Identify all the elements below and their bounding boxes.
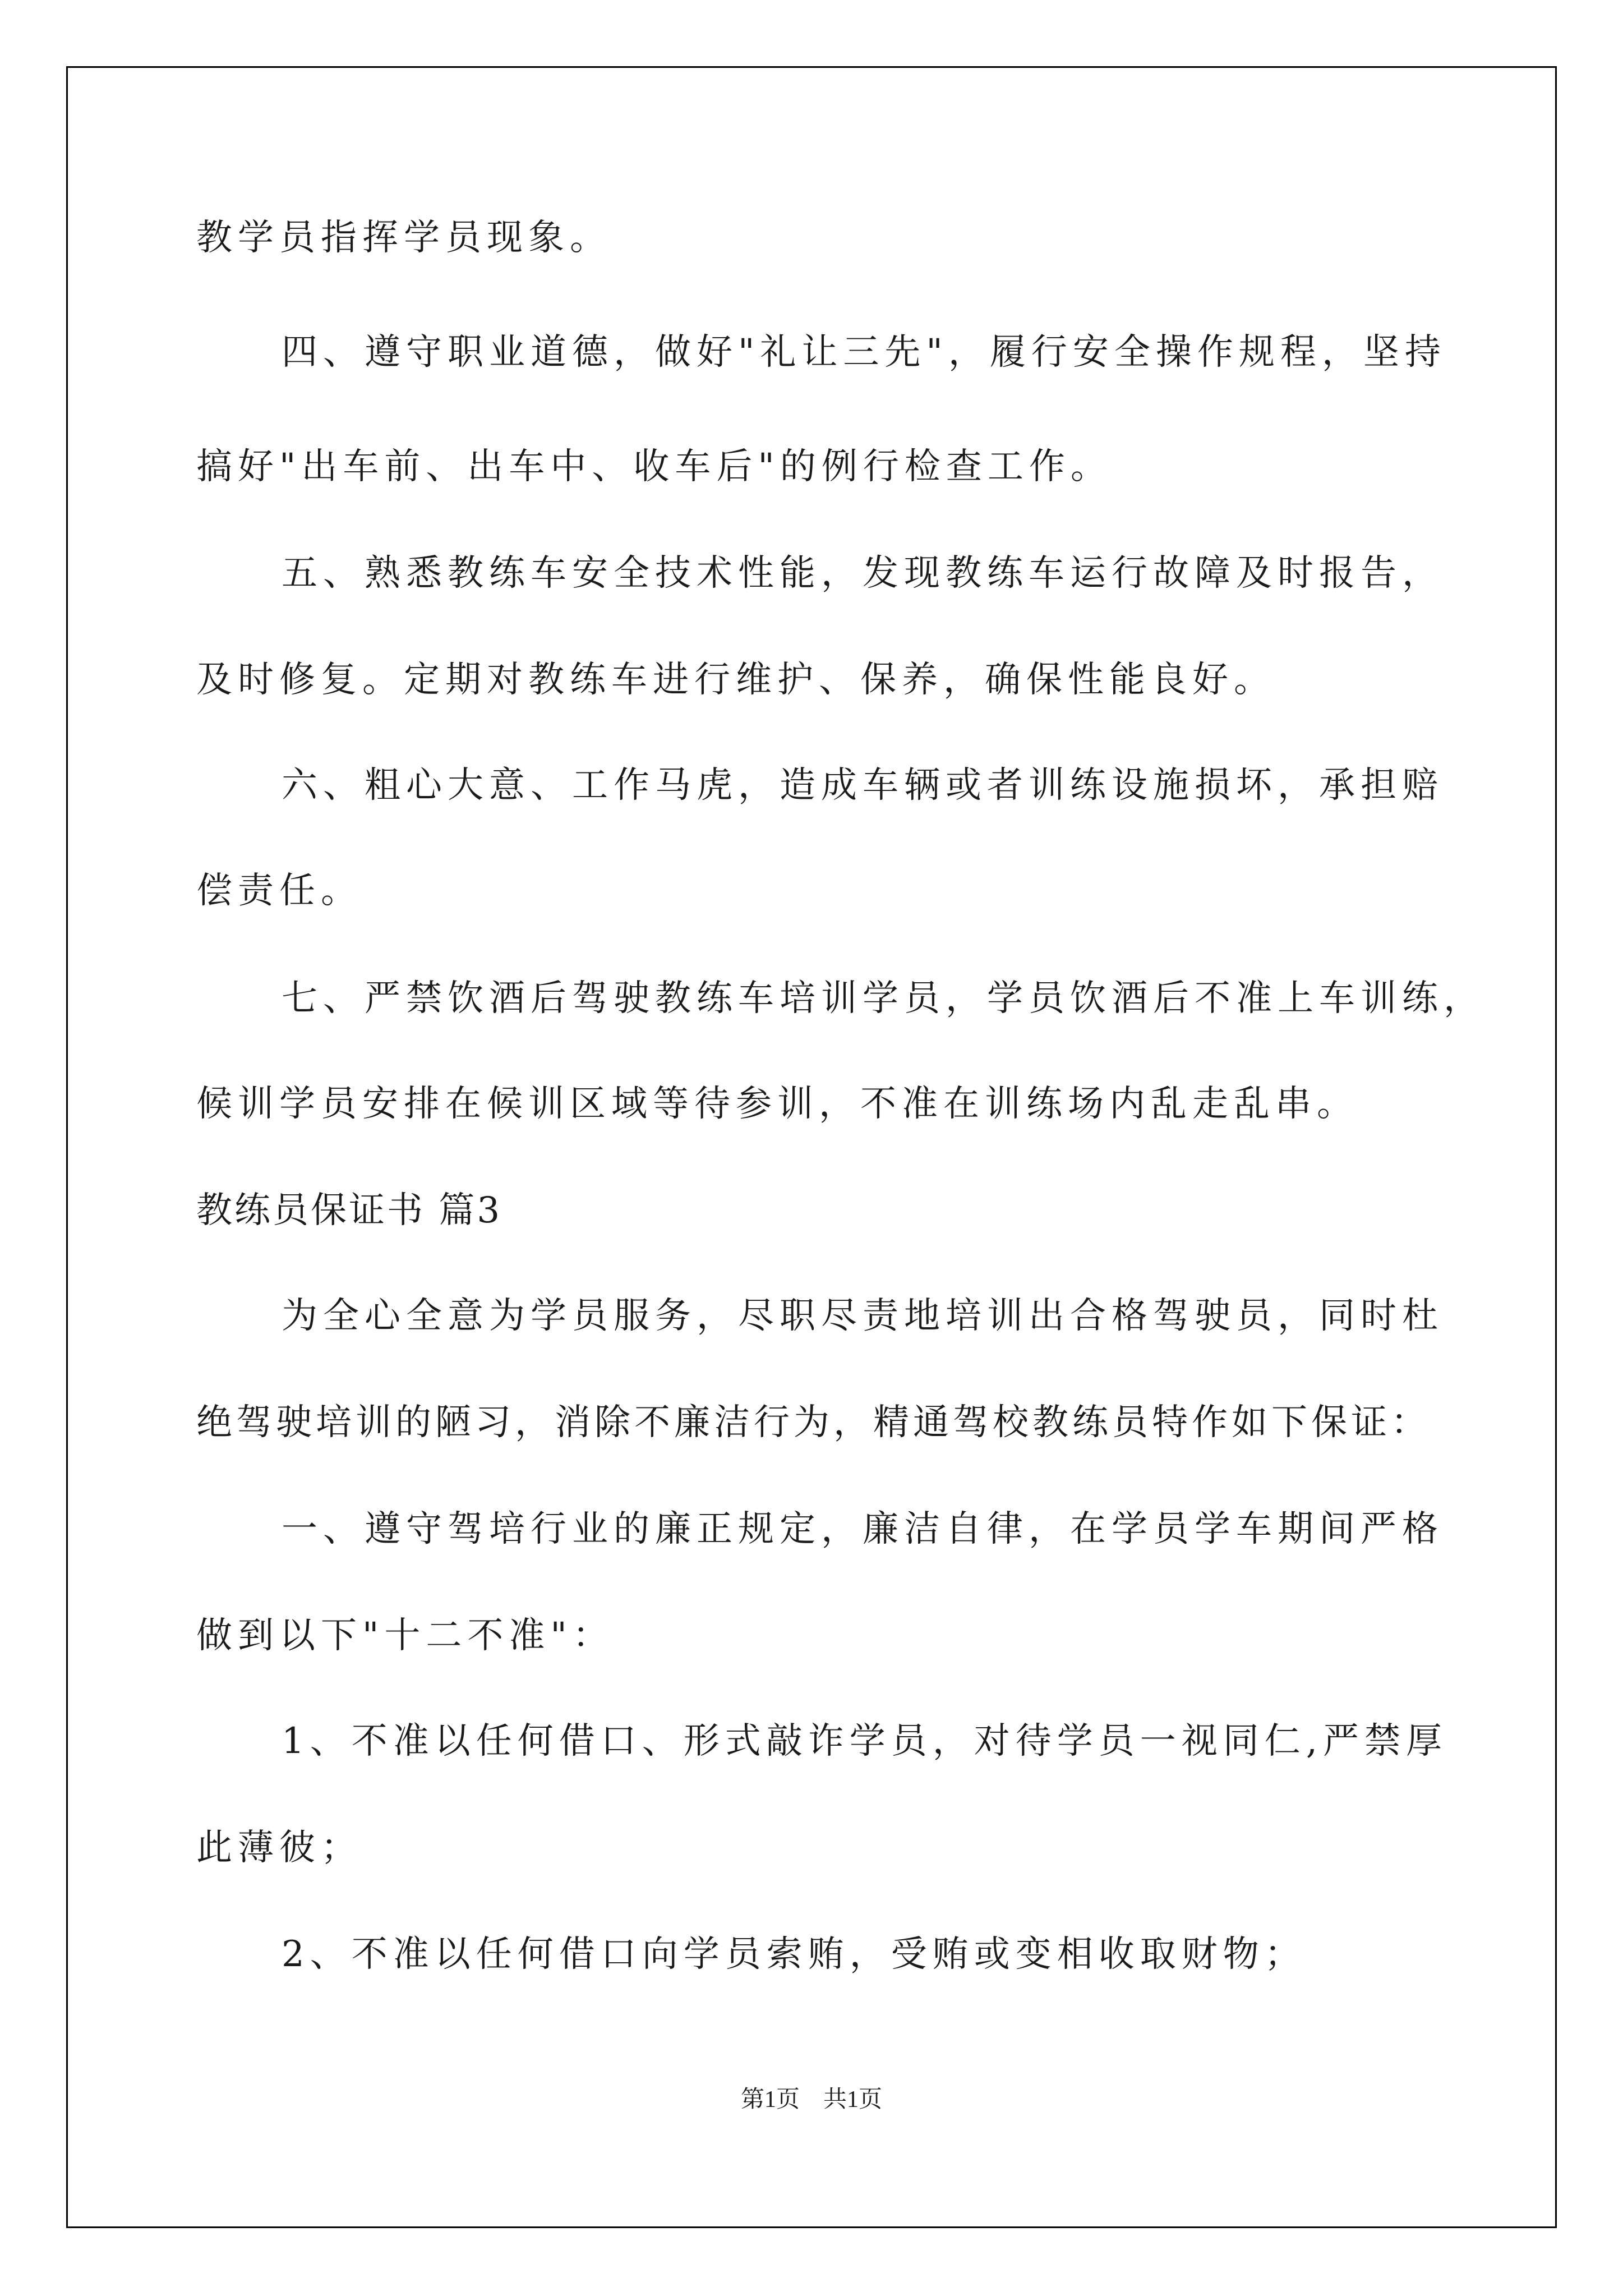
page-border: [66, 66, 1557, 2228]
text-line: 六、粗心大意、工作马虎，造成车辆或者训练设施损坏，承担赔: [282, 765, 1444, 806]
section-heading: 教练员保证书 篇3: [196, 1190, 502, 1231]
text-line: 及时修复。定期对教练车进行维护、保养，确保性能良好。: [196, 659, 1275, 701]
text-line: 候训学员安排在候训区域等待参训，不准在训练场内乱走乱串。: [196, 1083, 1358, 1125]
text-line: 搞好"出车前、出车中、收车后"的例行检查工作。: [196, 446, 1112, 487]
text-line: 为全心全意为学员服务，尽职尽责地培训出合格驾驶员，同时杜: [282, 1295, 1444, 1337]
text-line: 2、不准以任何借口向学员索贿，受贿或变相收取财物；: [282, 1934, 1306, 1975]
text-line: 此薄彼；: [196, 1827, 362, 1869]
text-line: 教学员指挥学员现象。: [196, 217, 611, 259]
page-number-footer: 第1页 共1页: [740, 2087, 882, 2113]
text-line: 一、遵守驾培行业的廉正规定，廉洁自律，在学员学车期间严格: [282, 1508, 1444, 1550]
text-line: 五、熟悉教练车安全技术性能，发现教练车运行故障及时报告，: [282, 553, 1444, 594]
text-line: 1、不准以任何借口、形式敲诈学员，对待学员一视同仁,严禁厚: [282, 1720, 1448, 1762]
text-line: 七、严禁饮酒后驾驶教练车培训学员，学员饮酒后不准上车训练，: [282, 978, 1485, 1019]
text-line: 四、遵守职业道德，做好"礼让三先"，履行安全操作规程，坚持: [282, 332, 1446, 373]
text-line: 偿责任。: [196, 870, 362, 912]
text-line: 绝驾驶培训的陋习，消除不廉洁行为，精通驾校教练员特作如下保证：: [196, 1402, 1431, 1443]
text-line: 做到以下"十二不准"：: [196, 1615, 614, 1657]
